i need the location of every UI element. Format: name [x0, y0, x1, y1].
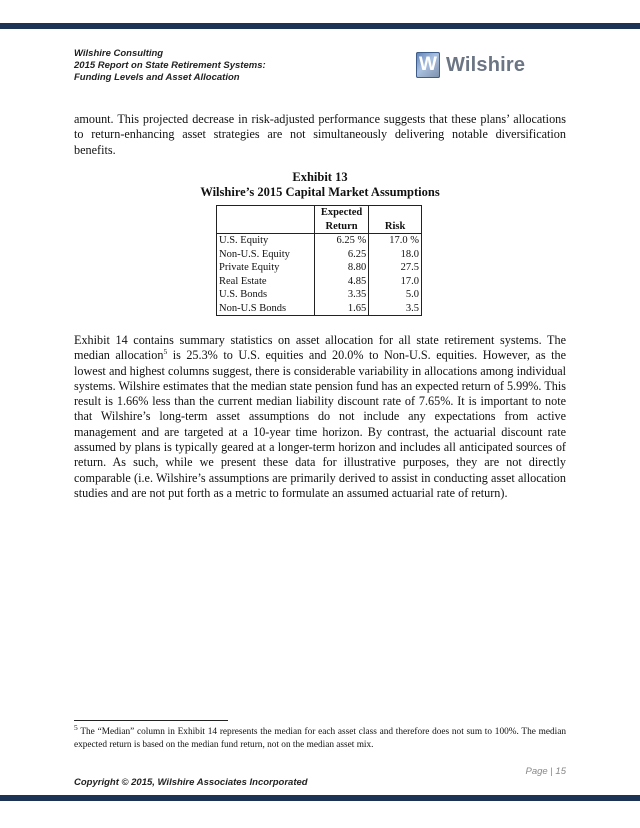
row-label: Non-U.S. Equity	[217, 248, 315, 262]
copyright-notice: Copyright © 2015, Wilshire Associates Incorporated	[74, 777, 308, 788]
exhibit-title: Wilshire’s 2015 Capital Market Assumptions	[200, 185, 440, 199]
row-expected-return: 6.25 %	[314, 234, 368, 248]
wilshire-logo-icon: W	[416, 52, 440, 78]
paragraph-2-start: Exhibit 14 contains summary statistics on asset allocation for all state retirement systems. The median allocation	[74, 333, 566, 363]
header-return: Return	[314, 220, 368, 234]
row-expected-return: 4.85	[314, 275, 368, 289]
row-risk: 18.0	[369, 248, 422, 262]
row-expected-return: 6.25	[314, 248, 368, 262]
footnote-divider	[74, 720, 228, 721]
table-row	[217, 275, 422, 289]
footnote	[74, 722, 566, 751]
header-line-1: Wilshire Consulting	[74, 48, 164, 59]
body-paragraph-1: amount. This projected decrease in risk-adjusted performance suggests that these plans’ allocations to return-enhancing asset strategies are not simultaneously delivering notable diversification benefits.	[74, 112, 566, 157]
row-expected-return: 1.65	[314, 302, 368, 316]
table-row	[217, 248, 422, 262]
footnote-text: The “Median” column in Exhibit 14 represents the median for each asset class and therefore does not sum to 100%. The median expected return is based on the median fund return, not on the median asset mix.	[74, 727, 566, 750]
row-label: U.S. Equity	[217, 234, 315, 248]
header-expected: Expected	[314, 206, 368, 220]
row-label: U.S. Bonds	[217, 288, 315, 302]
row-expected-return: 8.80	[314, 261, 368, 275]
header-line-2: 2015 Report on State Retirement Systems:	[74, 60, 266, 71]
top-rule-bar	[0, 23, 640, 29]
header-risk: Risk	[369, 220, 422, 234]
table-header-row	[217, 206, 422, 220]
table-row	[217, 234, 422, 248]
table-row	[217, 302, 422, 316]
body-paragraph-2	[74, 333, 566, 501]
row-risk: 5.0	[369, 288, 422, 302]
paragraph-2-rest: is 25.3% to U.S. equities and 20.0% to Non-U.S. equities. However, as the lowest and highest columns suggest, there is considerable variability in allocations among individual systems. Wilshire estimates that the median state pension fund has an expected return of 5.99%. This result is 1.66% less than the current median liability discount rate of 7.65%. It is important to note that Wilshire’s long-term asset assumptions do not include any expectations from active management and are targeted at a 10-year time horizon. By contrast, the actuarial discount rate assumed by plans is typically geared at a longer-term horizon and includes all anticipated sources of return. As such, while we present these data for illustrative purposes, they are not directly comparable (i.e. Wilshire’s assumptions are primarily derived to assist in conducting asset allocation studies and are not put forth as a metric to formulate an assumed actuarial rate of return).	[74, 348, 566, 500]
row-risk: 3.5	[369, 302, 422, 316]
table-row	[217, 288, 422, 302]
row-risk: 17.0 %	[369, 234, 422, 248]
row-label: Non-U.S Bonds	[217, 302, 315, 316]
footnote-marker: 5	[74, 722, 78, 732]
row-risk: 27.5	[369, 261, 422, 275]
running-header	[74, 48, 266, 84]
wilshire-logo-text: Wilshire	[446, 53, 526, 76]
table-row	[217, 261, 422, 275]
header-line-3: Funding Levels and Asset Allocation	[74, 72, 240, 83]
capital-market-assumptions-table	[216, 205, 422, 316]
exhibit-number: Exhibit 13	[292, 170, 348, 184]
row-label: Real Estate	[217, 275, 315, 289]
wilshire-logo	[416, 52, 525, 78]
row-risk: 17.0	[369, 275, 422, 289]
table-header-row	[217, 220, 422, 234]
footnote-reference: 5	[163, 347, 168, 357]
row-label: Private Equity	[217, 261, 315, 275]
row-expected-return: 3.35	[314, 288, 368, 302]
page-number: Page | 15	[525, 766, 566, 777]
bottom-rule-bar	[0, 795, 640, 801]
